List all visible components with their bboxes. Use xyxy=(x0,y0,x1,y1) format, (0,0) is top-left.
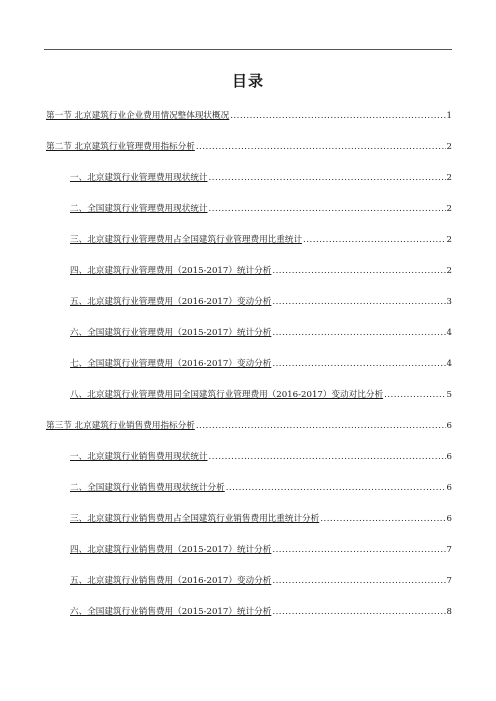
toc-entry-2-5[interactable] xyxy=(70,296,452,308)
toc-entry-section-3[interactable] xyxy=(46,420,452,432)
header-rule xyxy=(44,49,452,50)
toc-leader xyxy=(272,606,445,618)
toc-title: 目录 xyxy=(231,72,264,90)
toc-entry-page: 2 xyxy=(446,266,452,276)
toc-entry-label: 八、北京建筑行业管理费用同全国建筑行业管理费用（2016-2017）变动对比分析 xyxy=(70,390,384,400)
toc-entry-3-5[interactable] xyxy=(70,575,452,587)
toc-entry-2-6[interactable] xyxy=(70,327,452,339)
toc-entry-label: 一、北京建筑行业销售费用现状统计 xyxy=(70,452,208,462)
toc-entry-label: 四、北京建筑行业管理费用（2015-2017）统计分析 xyxy=(70,266,272,276)
toc-entry-label: 六、全国建筑行业管理费用（2015-2017）统计分析 xyxy=(70,328,272,338)
toc-leader xyxy=(209,203,446,215)
toc-entry-page: 4 xyxy=(446,328,452,338)
toc-entry-label: 第一节 北京建筑行业企业费用情况整体现状概况 xyxy=(46,111,230,121)
toc-leader xyxy=(209,451,446,463)
toc-entry-3-2[interactable] xyxy=(70,482,452,494)
toc-entry-label: 一、北京建筑行业管理费用现状统计 xyxy=(70,173,208,183)
toc-entry-page: 5 xyxy=(446,390,452,400)
toc-entry-page: 6 xyxy=(446,421,452,431)
toc-leader xyxy=(384,389,445,401)
toc-entry-label: 三、北京建筑行业管理费用占全国建筑行业管理费用比重统计 xyxy=(70,235,303,245)
toc-leader xyxy=(196,141,446,153)
toc-entry-page: 4 xyxy=(446,359,452,369)
toc-leader xyxy=(272,544,445,556)
toc-entry-page: 6 xyxy=(446,452,452,462)
toc-entry-label: 第三节 北京建筑行业销售费用指标分析 xyxy=(46,421,195,431)
toc-leader xyxy=(320,513,445,525)
toc-entry-3-1[interactable] xyxy=(70,451,452,463)
toc-entry-page: 3 xyxy=(446,297,452,307)
toc-leader xyxy=(272,327,445,339)
toc-entry-page: 8 xyxy=(446,607,452,617)
toc-leader xyxy=(196,420,446,432)
toc-entry-label: 四、北京建筑行业销售费用（2015-2017）统计分析 xyxy=(70,545,272,555)
toc-entry-page: 2 xyxy=(446,235,452,245)
toc-entry-label: 三、北京建筑行业销售费用占全国建筑行业销售费用比重统计分析 xyxy=(70,514,320,524)
toc-entry-2-3[interactable] xyxy=(70,234,452,246)
toc-entry-label: 五、北京建筑行业销售费用（2016-2017）变动分析 xyxy=(70,576,272,586)
toc-entry-2-8[interactable] xyxy=(70,389,452,401)
toc-entry-2-1[interactable] xyxy=(70,172,452,184)
toc-entry-2-7[interactable] xyxy=(70,358,452,370)
toc-entry-page: 2 xyxy=(446,142,452,152)
toc-leader xyxy=(209,172,446,184)
toc-entry-2-4[interactable] xyxy=(70,265,452,277)
toc-entry-label: 第二节 北京建筑行业管理费用指标分析 xyxy=(46,142,195,152)
toc-leader xyxy=(272,296,445,308)
toc-leader xyxy=(272,575,445,587)
toc-entry-section-2[interactable] xyxy=(46,141,452,153)
toc-entry-page: 1 xyxy=(446,111,452,121)
toc-entry-label: 六、全国建筑行业销售费用（2015-2017）统计分析 xyxy=(70,607,272,617)
toc-entry-page: 6 xyxy=(446,483,452,493)
toc-entry-3-6[interactable] xyxy=(70,606,452,618)
toc-entry-label: 七、全国建筑行业管理费用（2016-2017）变动分析 xyxy=(70,359,272,369)
toc-entry-page: 2 xyxy=(446,204,452,214)
toc-entry-page: 7 xyxy=(446,545,452,555)
toc-entry-page: 7 xyxy=(446,576,452,586)
toc-entry-page: 2 xyxy=(446,173,452,183)
toc-entry-section-1[interactable] xyxy=(46,110,452,122)
toc-entry-2-2[interactable] xyxy=(70,203,452,215)
toc-entry-label: 二、全国建筑行业销售费用现状统计分析 xyxy=(70,483,225,493)
toc-entry-page: 6 xyxy=(446,514,452,524)
toc-leader xyxy=(303,234,445,246)
toc-leader xyxy=(272,265,445,277)
toc-leader xyxy=(226,482,446,494)
toc-entry-label: 五、北京建筑行业管理费用（2016-2017）变动分析 xyxy=(70,297,272,307)
toc-entry-3-3[interactable] xyxy=(70,513,452,525)
toc-leader xyxy=(230,110,445,122)
toc-entry-label: 二、全国建筑行业管理费用现状统计 xyxy=(70,204,208,214)
toc-entry-3-4[interactable] xyxy=(70,544,452,556)
toc-leader xyxy=(272,358,445,370)
